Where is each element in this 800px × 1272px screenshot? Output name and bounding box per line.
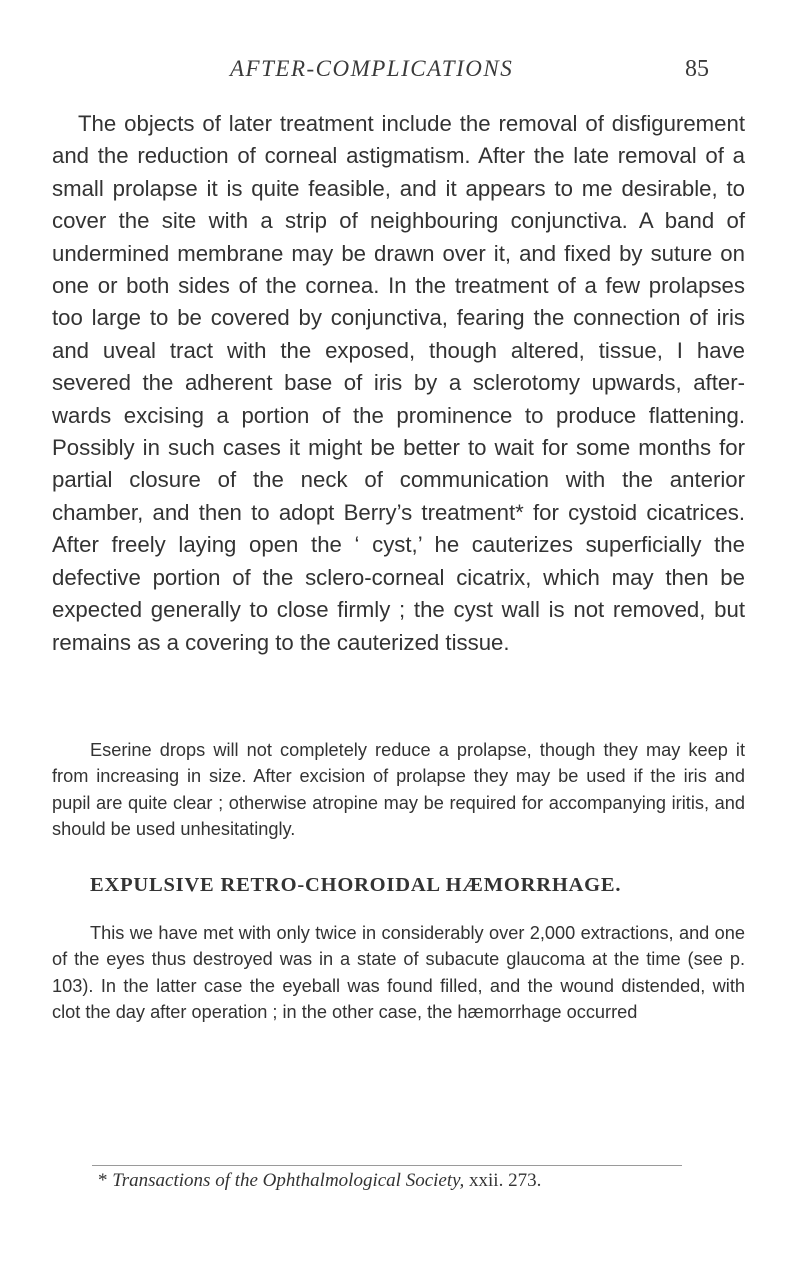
body-paragraph-2: Eserine drops will not completely reduce a prolapse, though they may keep it from increasing in size. After excision of prolapse they may be used if the iris and pupil are quite clear ; otherwise atropine may be required for accompanying iritis, and should be used unhesitatingly. [52, 740, 745, 840]
footnote-marker: * [98, 1170, 108, 1191]
footnote-divider [92, 1165, 682, 1166]
running-head [0, 56, 800, 92]
body-paragraph-3: This we have met with only twice in considerably over 2,000 extractions, and one of the eyes thus destroyed was in a state of subacute glaucoma at the time (see p. 103). In the latter case the eyeball was found filled, and the wound distended, with clot the day after operation ; in the other case, the hæmorrhage occurred [52, 923, 745, 1023]
section-heading: EXPULSIVE RETRO-CHOROIDAL HÆMORRHAGE. [90, 874, 622, 896]
footnote-title: Transactions of the Ophthalmological Society, [112, 1170, 465, 1191]
page-number: 85 [685, 56, 709, 82]
running-title: AFTER-COMPLICATIONS [230, 56, 514, 81]
body-paragraph-1: The objects of later treatment include the removal of disfigurement and the reduction of corneal astigmatism. After the late removal of a small prolapse it is quite feasible, and it appears to me desirable, to cover the site with a strip of neighbouring conjunctiva. A band of undermined membrane may be drawn over it, and fixed by suture on one or both sides of the cornea. In the treatment of a few prolapses too large to be covered by conjunctiva, fearing the connection of iris and uveal tract with the exposed, though altered, tissue, I have severed the adherent base of iris by a sclerotomy upwards, after-wards excising a portion of the prominence to produce flattening. Possibly in such cases it might be better to wait for some months for partial closure of the neck of communication with the anterior chamber, and then to adopt Berry’s treatment* for cystoid cicatrices. After freely laying open the ‘ cyst,’ he cauterizes superficially the defective portion of the sclero-corneal cicatrix, which may then be expected generally to close firmly ; the cyst wall is not removed, but remains as a covering to the cauterized tissue. [52, 111, 745, 655]
footnote [98, 1170, 541, 1192]
footnote-reference: xxii. 273. [469, 1170, 542, 1191]
